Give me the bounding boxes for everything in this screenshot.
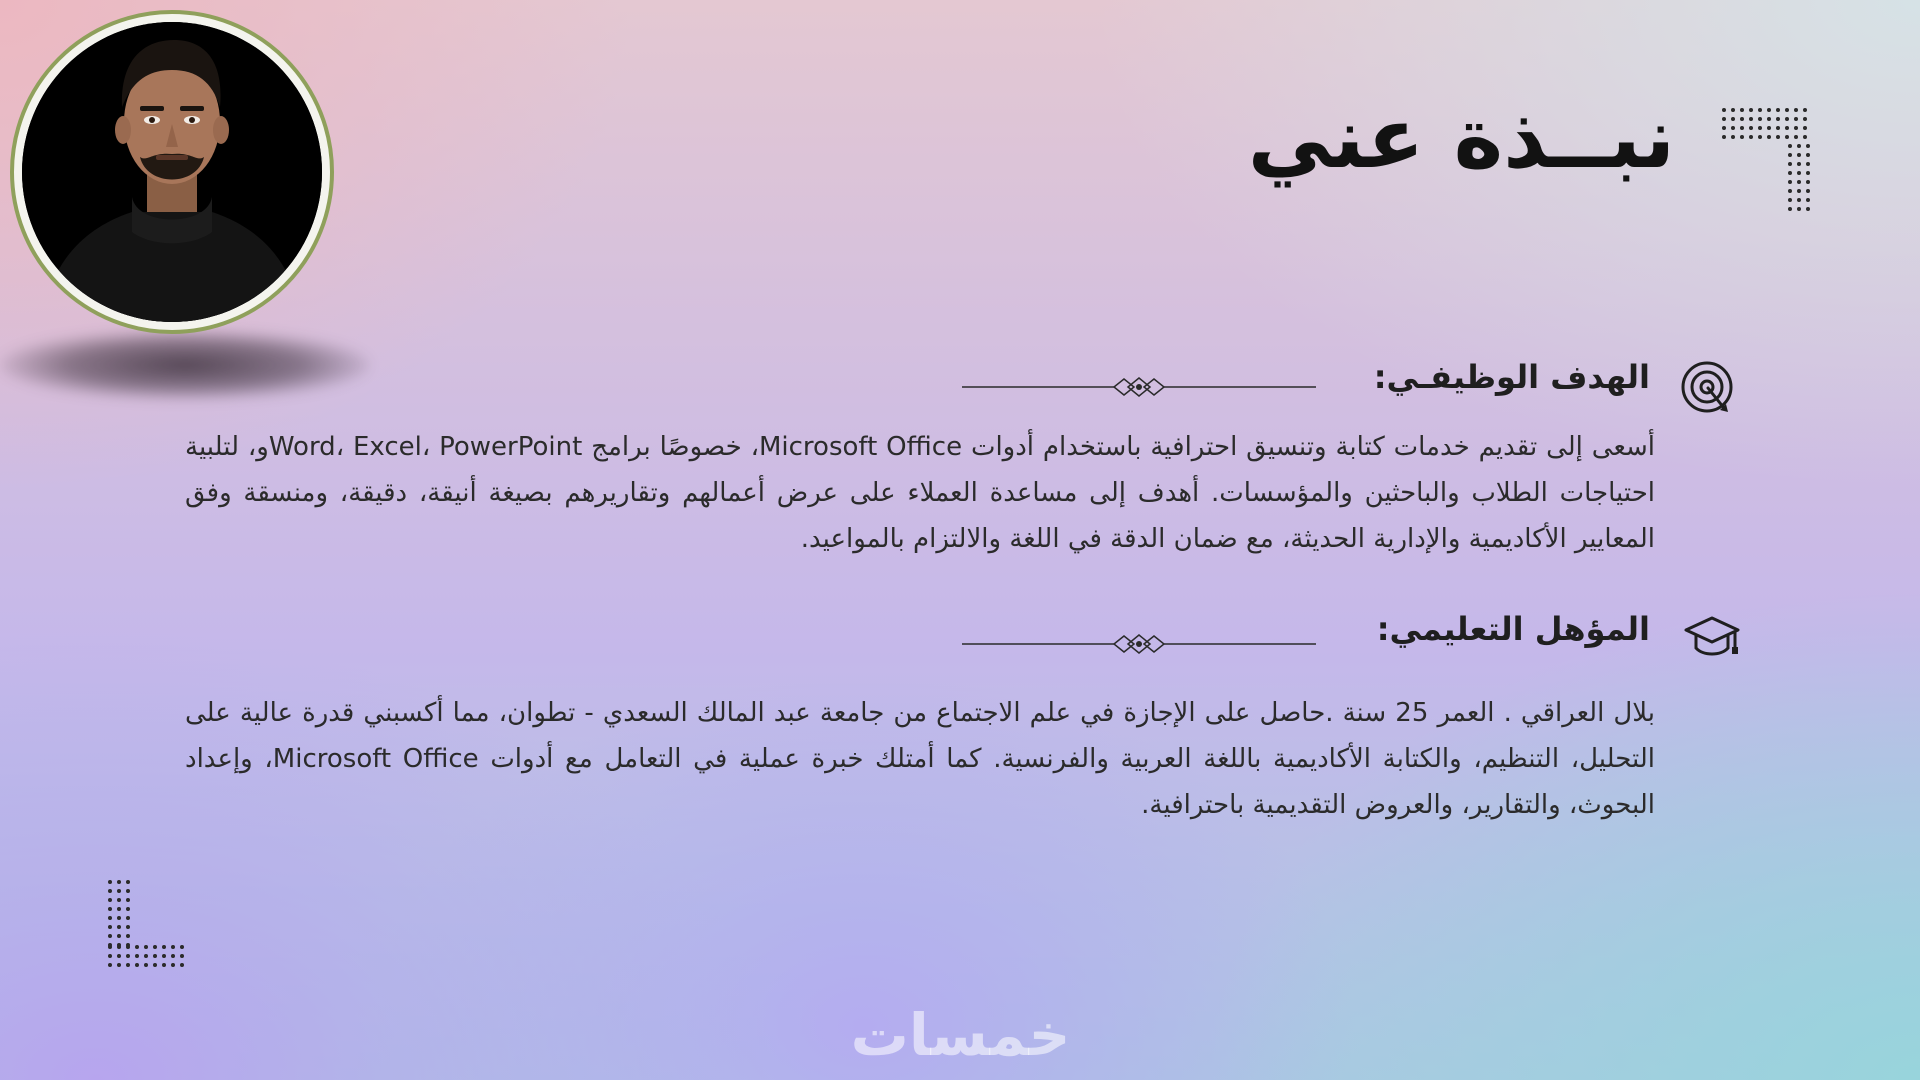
decorative-dot <box>1797 189 1801 193</box>
decorative-dot <box>1767 108 1771 112</box>
decorative-dot <box>1806 180 1810 184</box>
decorative-dot <box>1776 117 1780 121</box>
decorative-dot <box>1806 162 1810 166</box>
decorative-dot <box>144 963 148 967</box>
decorative-dot <box>1749 135 1753 139</box>
decorative-dot <box>1797 198 1801 202</box>
decorative-dot <box>162 954 166 958</box>
decorative-dot <box>135 963 139 967</box>
decorative-dot <box>1797 171 1801 175</box>
decorative-dot <box>180 945 184 949</box>
photo-shadow <box>0 330 370 400</box>
decorative-dots-bottom-left-column <box>108 880 130 947</box>
decorative-dot <box>1797 153 1801 157</box>
decorative-dot <box>1788 198 1792 202</box>
profile-photo <box>22 22 322 322</box>
decorative-dot <box>1794 135 1798 139</box>
decorative-dot <box>1776 108 1780 112</box>
decorative-dot <box>108 907 112 911</box>
page-title: نبــذة عني <box>1247 89 1675 187</box>
decorative-dot <box>1722 117 1726 121</box>
ornament-divider <box>962 632 1316 656</box>
watermark-logo: خمسات <box>850 1001 1071 1069</box>
decorative-dot <box>1806 189 1810 193</box>
decorative-dot <box>1788 153 1792 157</box>
decorative-dot <box>1722 135 1726 139</box>
decorative-dot <box>1794 117 1798 121</box>
decorative-dot <box>1788 189 1792 193</box>
decorative-dot <box>1803 108 1807 112</box>
decorative-dot <box>1740 135 1744 139</box>
decorative-dots-top-right-column <box>1788 144 1810 211</box>
decorative-dot <box>126 925 130 929</box>
decorative-dot <box>1803 117 1807 121</box>
decorative-dot <box>1758 135 1762 139</box>
decorative-dot <box>1767 135 1771 139</box>
decorative-dot <box>117 934 121 938</box>
decorative-dot <box>1758 108 1762 112</box>
decorative-dot <box>108 898 112 902</box>
decorative-dot <box>1785 108 1789 112</box>
decorative-dot <box>126 963 130 967</box>
decorative-dot <box>1806 153 1810 157</box>
decorative-dot <box>1731 117 1735 121</box>
decorative-dot <box>108 925 112 929</box>
decorative-dot <box>126 880 130 884</box>
decorative-dot <box>171 954 175 958</box>
decorative-dot <box>1731 135 1735 139</box>
decorative-dot <box>108 880 112 884</box>
decorative-dot <box>1758 126 1762 130</box>
decorative-dot <box>117 898 121 902</box>
decorative-dot <box>153 963 157 967</box>
decorative-dot <box>1740 108 1744 112</box>
decorative-dot <box>1803 126 1807 130</box>
decorative-dot <box>153 945 157 949</box>
decorative-dot <box>1803 135 1807 139</box>
decorative-dot <box>1731 108 1735 112</box>
target-icon <box>1680 360 1738 418</box>
decorative-dot <box>126 898 130 902</box>
decorative-dot <box>117 916 121 920</box>
decorative-dot <box>1806 144 1810 148</box>
decorative-dot <box>1722 108 1726 112</box>
decorative-dot <box>1731 126 1735 130</box>
decorative-dot <box>1788 162 1792 166</box>
decorative-dot <box>1794 126 1798 130</box>
decorative-dot <box>135 954 139 958</box>
decorative-dot <box>1785 126 1789 130</box>
objective-paragraph: أسعى إلى تقديم خدمات كتابة وتنسيق احترافية باستخدام أدوات Microsoft Office، خصوصًا برامج Word، Excel، PowerPointو، لتلبية احتياجات الطلاب والباحثين والمؤسسات. أهدف إلى مساعدة العملاء على عرض أعمالهم وتقاريرهم بصيغة أنيقة، دقيقة، ومنسقة وفق المعايير الأكاديمية والإدارية الحديثة، مع ضمان الدقة في اللغة والالتزام بالمواعيد. <box>185 432 1656 554</box>
decorative-dot <box>144 954 148 958</box>
education-paragraph: بلال العراقي . العمر 25 سنة .حاصل على الإجازة في علم الاجتماع من جامعة عبد المالك السعدي - تطوان، مما أكسبني قدرة عالية على التحليل، التنظيم، والكتابة الأكاديمية باللغة العربية والفرنسية. كما أمتلك خبرة عملية في التعامل مع أدوات Microsoft Office، وإعداد البحوث، والتقارير، والعروض التقديمية باحترافية. <box>185 698 1656 820</box>
decorative-dot <box>1740 126 1744 130</box>
decorative-dot <box>117 945 121 949</box>
decorative-dot <box>126 907 130 911</box>
decorative-dot <box>1740 117 1744 121</box>
decorative-dot <box>117 963 121 967</box>
decorative-dot <box>126 916 130 920</box>
decorative-dot <box>180 963 184 967</box>
decorative-dot <box>1767 126 1771 130</box>
decorative-dot <box>1797 162 1801 166</box>
decorative-dot <box>1749 108 1753 112</box>
decorative-dots-top-right <box>1722 108 1807 139</box>
decorative-dot <box>1785 117 1789 121</box>
decorative-dot <box>162 945 166 949</box>
decorative-dot <box>1785 135 1789 139</box>
decorative-dot <box>1767 117 1771 121</box>
decorative-dot <box>1722 126 1726 130</box>
decorative-dot <box>117 880 121 884</box>
decorative-dot <box>171 945 175 949</box>
decorative-dots-bottom-left-row <box>108 945 184 967</box>
decorative-dot <box>1788 207 1792 211</box>
decorative-dot <box>1776 135 1780 139</box>
decorative-dot <box>108 945 112 949</box>
decorative-dot <box>108 916 112 920</box>
graduation-cap-icon <box>1683 612 1741 660</box>
decorative-dot <box>162 963 166 967</box>
decorative-dot <box>153 954 157 958</box>
decorative-dot <box>117 954 121 958</box>
decorative-dot <box>1797 180 1801 184</box>
section-heading-education: المؤهل التعليمي: <box>1376 610 1650 648</box>
decorative-dot <box>108 889 112 893</box>
decorative-dot <box>108 963 112 967</box>
decorative-dot <box>1797 207 1801 211</box>
decorative-dot <box>171 963 175 967</box>
decorative-dot <box>1797 144 1801 148</box>
decorative-dot <box>108 954 112 958</box>
profile-photo-frame <box>10 10 334 334</box>
decorative-dot <box>1749 117 1753 121</box>
decorative-dot <box>144 945 148 949</box>
decorative-dot <box>117 925 121 929</box>
decorative-dot <box>126 934 130 938</box>
decorative-dot <box>135 945 139 949</box>
decorative-dot <box>126 945 130 949</box>
decorative-dot <box>1806 207 1810 211</box>
decorative-dot <box>108 934 112 938</box>
portrait-icon <box>22 22 322 322</box>
decorative-dot <box>126 889 130 893</box>
ornament-divider <box>962 375 1316 399</box>
decorative-dot <box>1788 144 1792 148</box>
decorative-dot <box>1776 126 1780 130</box>
decorative-dot <box>1788 180 1792 184</box>
decorative-dot <box>1788 171 1792 175</box>
decorative-dot <box>1758 117 1762 121</box>
decorative-dot <box>1806 171 1810 175</box>
decorative-dot <box>117 889 121 893</box>
decorative-dot <box>180 954 184 958</box>
decorative-dot <box>1794 108 1798 112</box>
decorative-dot <box>1749 126 1753 130</box>
decorative-dot <box>117 907 121 911</box>
decorative-dot <box>126 954 130 958</box>
section-heading-objective: الهدف الوظيفـي: <box>1373 358 1650 396</box>
decorative-dot <box>1806 198 1810 202</box>
